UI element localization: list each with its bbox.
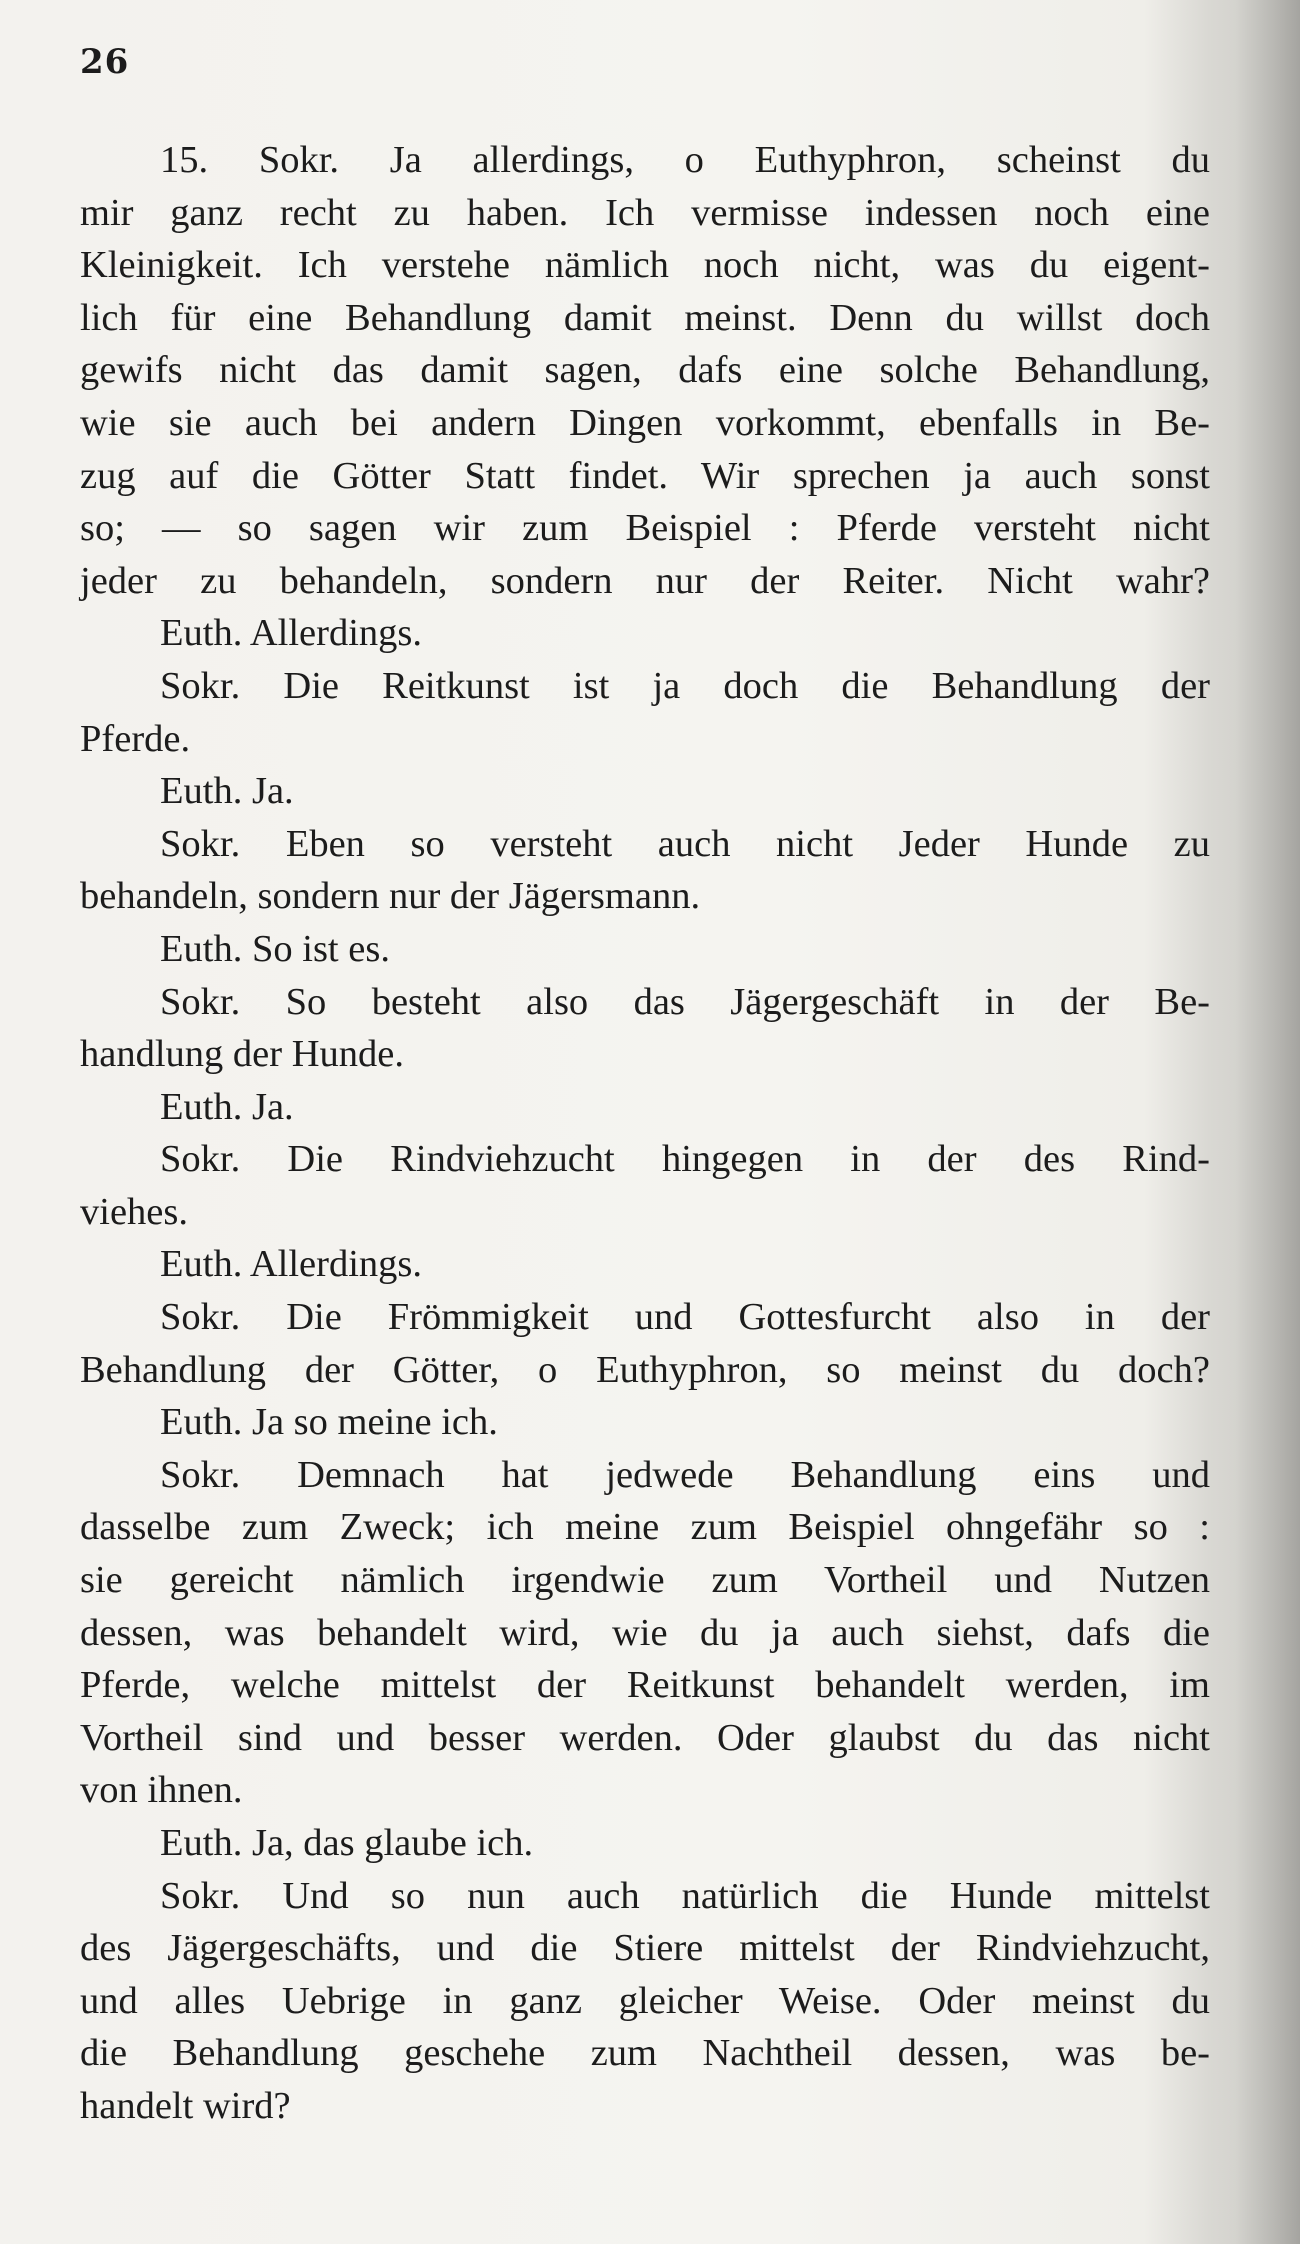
text-line: Kleinigkeit. Ich verstehe nämlich noch nicht, was du eigent- xyxy=(80,244,1210,287)
text-line: handelt wird? xyxy=(80,2084,291,2127)
text-line: zug auf die Götter Statt findet. Wir sprechen ja auch sonst xyxy=(80,454,1210,497)
text-line: Sokr. Und so nun auch natürlich die Hunde mittelst xyxy=(160,1874,1210,1917)
text-line: Euth. Ja. xyxy=(160,1085,294,1128)
text-line: gewifs nicht das damit sagen, dafs eine solche Behandlung, xyxy=(80,349,1210,392)
text-line: wie sie auch bei andern Dingen vorkommt, ebenfalls in Be- xyxy=(80,401,1210,444)
text-line: Euth. Allerdings. xyxy=(160,612,422,655)
text-line: Euth. Allerdings. xyxy=(160,1243,422,1286)
page-edge-shadow xyxy=(1235,0,1300,2244)
text-line: behandeln, sondern nur der Jägersmann. xyxy=(80,875,701,918)
text-line: viehes. xyxy=(80,1190,188,1233)
text-line: Pferde. xyxy=(80,717,191,760)
text-line: so; — so sagen wir zum Beispiel : Pferde versteht nicht xyxy=(80,507,1210,550)
text-line: Sokr. Die Frömmigkeit und Gottesfurcht also in der xyxy=(160,1296,1210,1339)
text-line: dasselbe zum Zweck; ich meine zum Beispiel ohngefähr so : xyxy=(80,1506,1210,1549)
text-line: lich für eine Behandlung damit meinst. Denn du willst doch xyxy=(80,296,1210,339)
text-line: Euth. Ja, das glaube ich. xyxy=(160,1822,534,1864)
text-line: sie gereicht nämlich irgendwie zum Vortheil und Nutzen xyxy=(80,1559,1210,1602)
text-line: Sokr. Die Rindviehzucht hingegen in der des Rind- xyxy=(160,1138,1210,1181)
text-line: Euth. Ja so meine ich. xyxy=(160,1401,498,1444)
text-line: die Behandlung geschehe zum Nachtheil dessen, was be- xyxy=(80,2032,1210,2075)
text-line: Sokr. So besteht also das Jägergeschäft in der Be- xyxy=(160,980,1210,1023)
text-line: Sokr. Demnach hat jedwede Behandlung eins und xyxy=(160,1453,1210,1496)
text-line: Sokr. Die Reitkunst ist ja doch die Behandlung der xyxy=(160,664,1210,707)
text-line: des Jägergeschäfts, und die Stiere mittelst der Rindviehzucht, xyxy=(80,1927,1210,1970)
body-text xyxy=(80,134,1210,2133)
text-line: 15. Sokr. Ja allerdings, o Euthyphron, scheinst du xyxy=(160,139,1210,181)
page-number: 26 xyxy=(80,42,130,82)
text-line: Behandlung der Götter, o Euthyphron, so meinst du doch? xyxy=(80,1348,1210,1391)
text-line: von ihnen. xyxy=(80,1769,243,1812)
text-line: Euth. Ja. xyxy=(160,770,294,813)
text-line: Pferde, welche mittelst der Reitkunst behandelt werden, im xyxy=(80,1664,1210,1707)
text-line: mir ganz recht zu haben. Ich vermisse indessen noch eine xyxy=(80,191,1210,234)
text-line: Vortheil sind und besser werden. Oder glaubst du das nicht xyxy=(80,1716,1210,1759)
text-line: jeder zu behandeln, sondern nur der Reiter. Nicht wahr? xyxy=(80,559,1210,602)
text-line: und alles Uebrige in ganz gleicher Weise. Oder meinst du xyxy=(80,1979,1210,2022)
text-line: Sokr. Eben so versteht auch nicht Jeder Hunde zu xyxy=(160,822,1210,865)
text-line: Euth. So ist es. xyxy=(160,927,390,970)
text-line: dessen, was behandelt wird, wie du ja auch siehst, dafs die xyxy=(80,1611,1210,1654)
text-line: handlung der Hunde. xyxy=(80,1033,404,1076)
